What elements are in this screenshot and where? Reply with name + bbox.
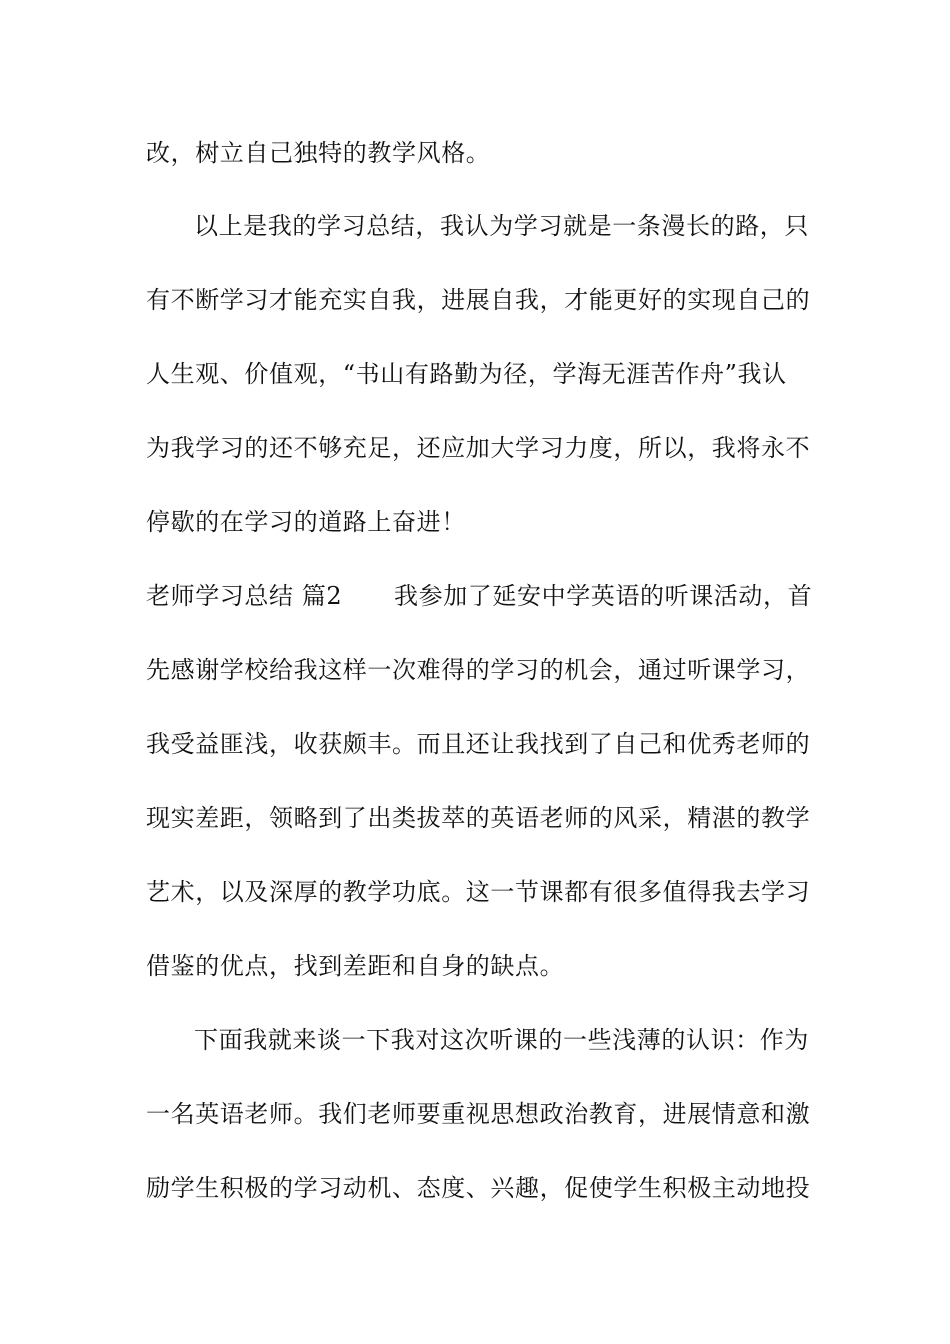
text-line-10: 现实差距，领略到了出类拔萃的英语老师的风采，精湛的教学 <box>146 804 811 832</box>
text-line-1: 改，树立自己独特的教学风格。 <box>146 139 491 167</box>
section-first-text: 我参加了延安中学英语的听课活动，首 <box>394 582 813 610</box>
text-line-13: 下面我就来谈一下我对这次听课的一些浅薄的认识：作为 <box>194 1026 809 1054</box>
text-line-5: 为我学习的还不够充足，还应加大学习力度，所以，我将永不 <box>146 434 811 462</box>
text-line-4: 人生观、价值观，“书山有路勤为径，学海无涯苦作舟”我认 <box>146 360 787 388</box>
text-line-9: 我受益匪浅，收获颇丰。而且还让我找到了自己和优秀老师的 <box>146 730 811 758</box>
text-line-2: 以上是我的学习总结，我认为学习就是一条漫长的路，只 <box>194 212 809 240</box>
text-line-8: 先感谢学校给我这样一次难得的学习的机会，通过听课学习， <box>146 656 811 684</box>
text-line-14: 一名英语老师。我们老师要重视思想政治教育，进展情意和激 <box>146 1100 811 1128</box>
text-line-11: 艺术，以及深厚的教学功底。这一节课都有很多值得我去学习 <box>146 878 811 906</box>
text-line-6: 停歇的在学习的道路上奋进！ <box>146 508 466 536</box>
section-heading: 老师学习总结 篇2 <box>146 582 343 610</box>
text-line-3: 有不断学习才能充实自我，进展自我，才能更好的实现自己的 <box>146 286 811 314</box>
section-heading-line <box>146 581 813 611</box>
text-line-12: 借鉴的优点，找到差距和自身的缺点。 <box>146 952 565 980</box>
text-line-15: 励学生积极的学习动机、态度、兴趣，促使学生积极主动地投 <box>146 1174 811 1202</box>
